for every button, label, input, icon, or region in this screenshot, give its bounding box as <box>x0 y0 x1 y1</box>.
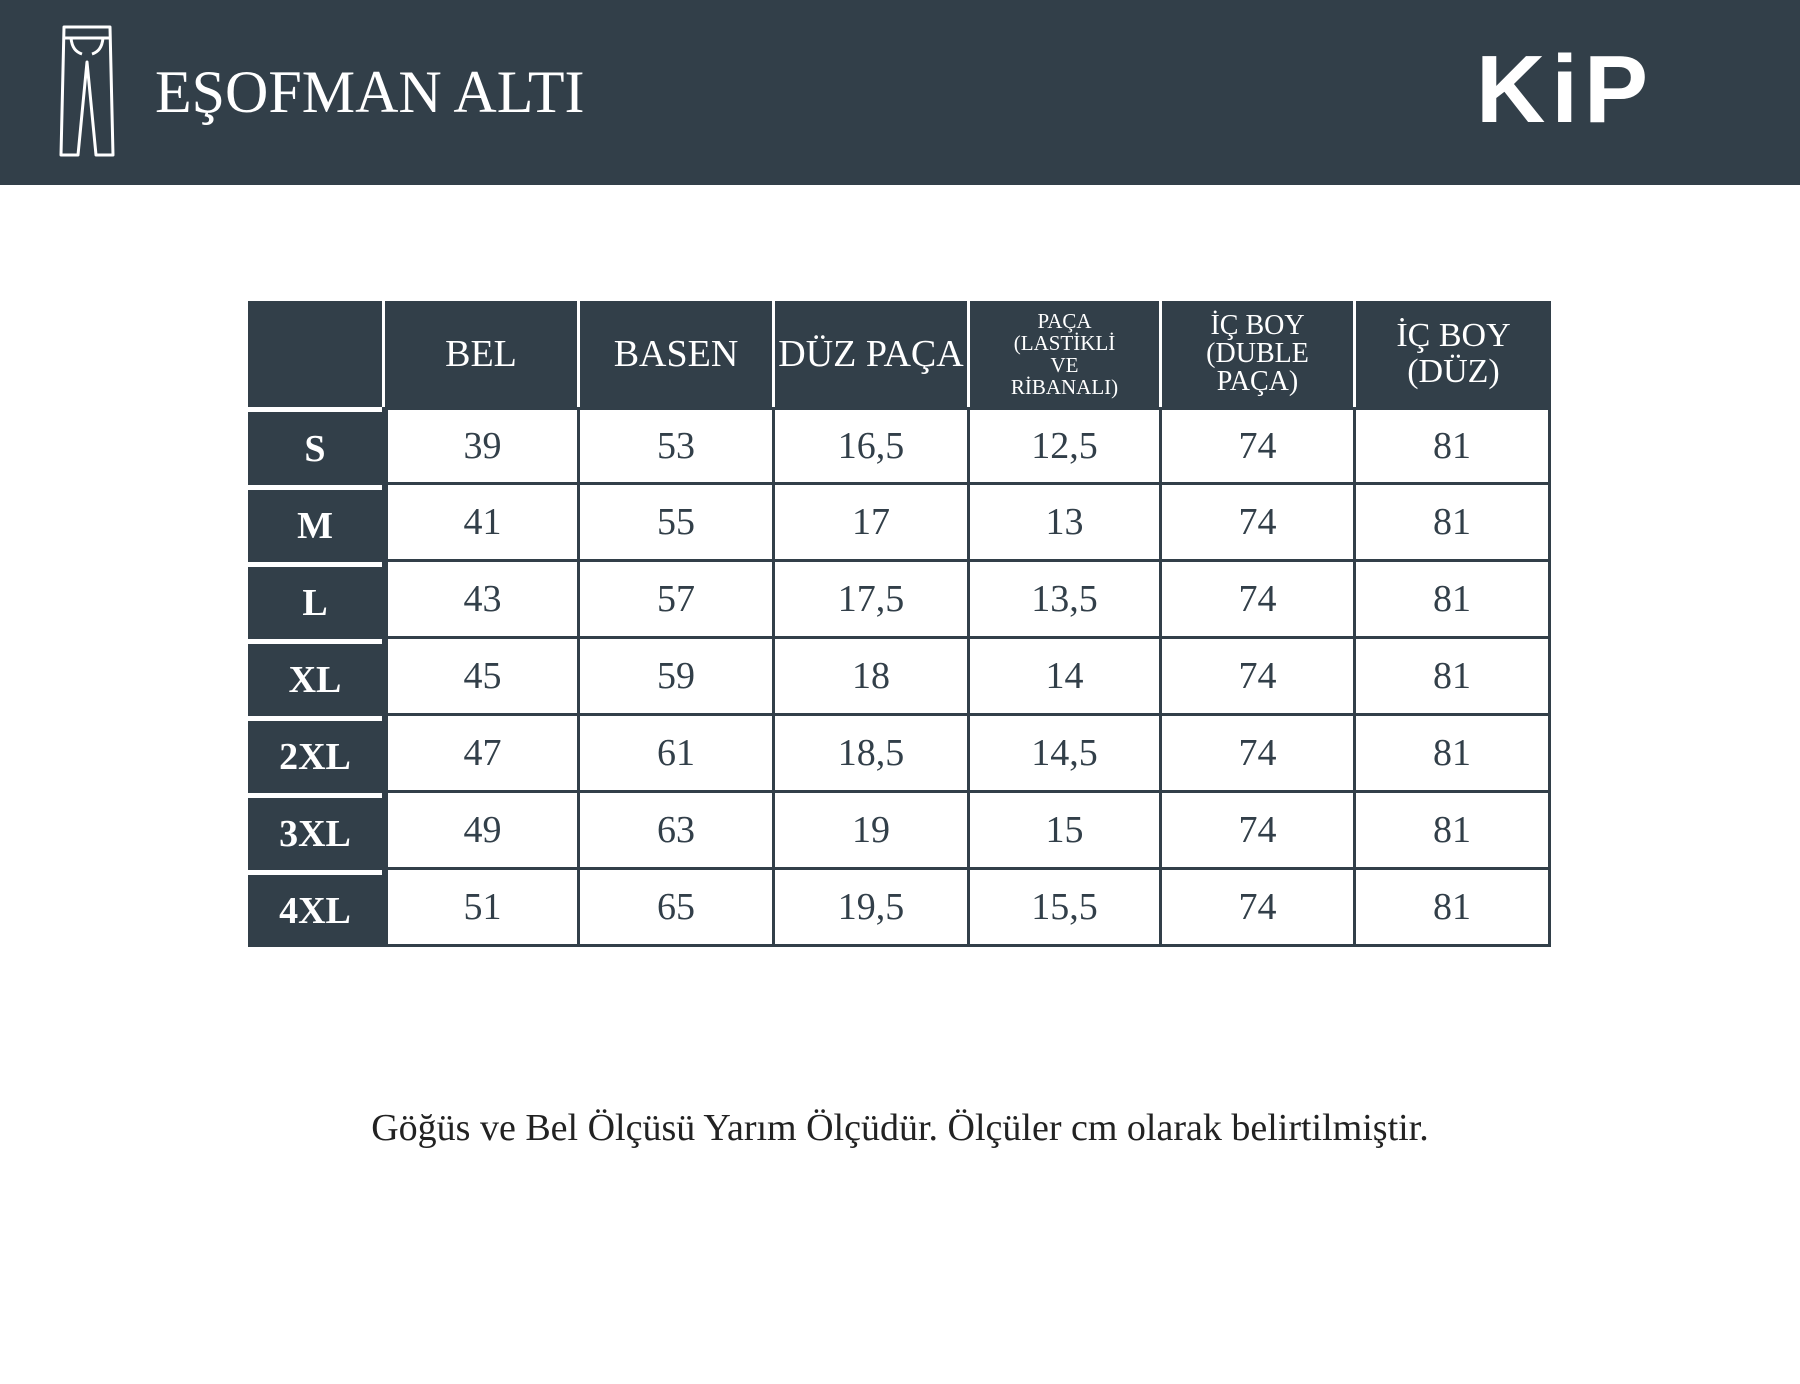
size-label: 4XL <box>248 870 382 947</box>
table-cell: 61 <box>577 716 772 793</box>
corner-cell <box>248 301 382 407</box>
table-cell: 57 <box>577 562 772 639</box>
column-header-duz-paca <box>772 301 967 407</box>
table-cell: 15,5 <box>967 870 1159 947</box>
table-cell: 18,5 <box>772 716 967 793</box>
column-header-basen <box>577 301 772 407</box>
table-row <box>248 716 1551 793</box>
column-header-line: İÇ BOY <box>1210 310 1305 341</box>
table-cell: 15 <box>967 793 1159 870</box>
table-cell: 81 <box>1353 639 1551 716</box>
table-body <box>248 407 1551 947</box>
size-label: XL <box>248 639 382 716</box>
column-header-line: DÜZ PAÇA <box>778 333 964 375</box>
table-cell: 74 <box>1159 716 1353 793</box>
column-header-line: VE <box>1050 353 1079 377</box>
size-label: 2XL <box>248 716 382 793</box>
table-cell: 74 <box>1159 562 1353 639</box>
column-header-ic-boy-duble <box>1159 301 1353 407</box>
table-cell: 13,5 <box>967 562 1159 639</box>
table-cell: 49 <box>382 793 577 870</box>
table-row <box>248 562 1551 639</box>
table-cell: 81 <box>1353 793 1551 870</box>
measurement-note: Göğüs ve Bel Ölçüsü Yarım Ölçüdür. Ölçüler cm olarak belirtilmiştir. <box>371 1107 1429 1149</box>
table-row <box>248 407 1551 485</box>
column-header-paca-lastikli <box>967 301 1159 407</box>
table-cell: 63 <box>577 793 772 870</box>
table-cell: 81 <box>1353 562 1551 639</box>
size-label: L <box>248 562 382 639</box>
table-cell: 51 <box>382 870 577 947</box>
table-cell: 45 <box>382 639 577 716</box>
size-label: S <box>248 407 382 485</box>
column-header-line: (DUBLE <box>1206 338 1309 369</box>
column-header-bel <box>382 301 577 407</box>
size-label: M <box>248 485 382 562</box>
column-header-line: RİBANALI) <box>1010 375 1119 399</box>
table-cell: 81 <box>1353 716 1551 793</box>
column-header-line: PAÇA) <box>1216 366 1299 397</box>
column-header-line: (LASTİKLİ <box>1013 331 1116 355</box>
table-cell: 16,5 <box>772 407 967 485</box>
column-header-line: İÇ BOY <box>1396 317 1511 354</box>
table-header-row <box>248 301 1551 407</box>
table-cell: 81 <box>1353 870 1551 947</box>
table-cell: 74 <box>1159 485 1353 562</box>
column-header-line: BASEN <box>613 333 739 375</box>
table-cell: 55 <box>577 485 772 562</box>
table-cell: 12,5 <box>967 407 1159 485</box>
table-cell: 47 <box>382 716 577 793</box>
column-header-line: (DÜZ) <box>1407 353 1500 390</box>
table-cell: 19 <box>772 793 967 870</box>
table-cell: 74 <box>1159 639 1353 716</box>
table-cell: 39 <box>382 407 577 485</box>
pants-icon <box>58 24 116 157</box>
table-cell: 59 <box>577 639 772 716</box>
table-row <box>248 639 1551 716</box>
column-header-line: BEL <box>445 333 517 375</box>
table-cell: 81 <box>1353 407 1551 485</box>
table-cell: 65 <box>577 870 772 947</box>
table-cell: 17 <box>772 485 967 562</box>
column-header-ic-boy-duz <box>1353 301 1551 407</box>
table-cell: 18 <box>772 639 967 716</box>
table-cell: 43 <box>382 562 577 639</box>
table-row <box>248 870 1551 947</box>
table-cell: 19,5 <box>772 870 967 947</box>
table-cell: 17,5 <box>772 562 967 639</box>
column-header-line: PAÇA <box>1037 309 1092 333</box>
table-row <box>248 793 1551 870</box>
table-row <box>248 485 1551 562</box>
table-cell: 41 <box>382 485 577 562</box>
table-cell: 14,5 <box>967 716 1159 793</box>
table-cell: 13 <box>967 485 1159 562</box>
size-chart-table <box>248 301 1551 947</box>
size-label: 3XL <box>248 793 382 870</box>
header-bar <box>0 0 1800 185</box>
table-cell: 74 <box>1159 793 1353 870</box>
table-cell: 81 <box>1353 485 1551 562</box>
table-cell: 53 <box>577 407 772 485</box>
page-title: EŞOFMAN ALTI <box>155 59 585 125</box>
table-cell: 74 <box>1159 870 1353 947</box>
table-cell: 14 <box>967 639 1159 716</box>
brand-logo: KiP <box>1476 36 1655 143</box>
table-cell: 74 <box>1159 407 1353 485</box>
